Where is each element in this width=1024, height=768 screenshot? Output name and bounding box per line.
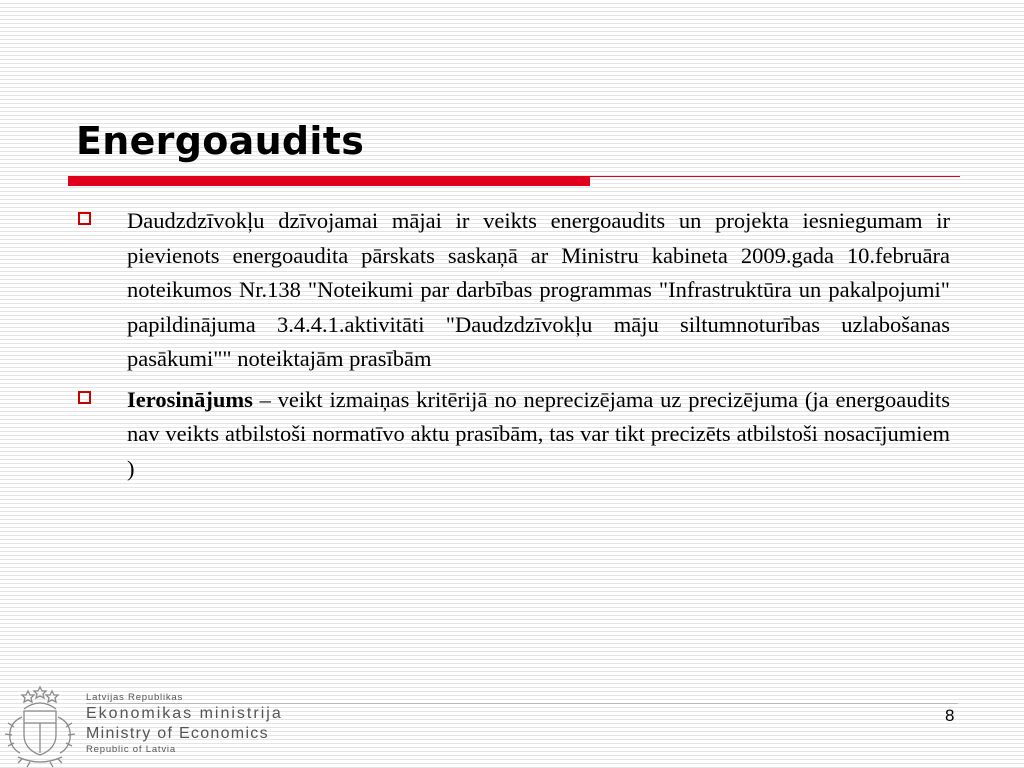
ministry-branding <box>86 692 283 756</box>
ministry-line-3: Ministry of Economics <box>86 725 269 742</box>
bullet-bold-lead: Ierosinājums <box>127 386 253 412</box>
square-bullet-icon <box>78 212 91 225</box>
bullet-text: Daudzdzīvokļu dzīvojamai mājai ir veikts energoaudits un projekta iesniegumam ir pievienots energoaudita pārskats saskaņā ar Ministru kabineta 2009.gada 10.februāra noteikumos Nr.138 "Noteikumi par darbības programmas "Infrastruktūra un pakalpojumi" papildinājuma 3.4.4.1.aktivitāti "Daudzdzīvokļu māju siltumnoturības uzlabošanas pasākumi"" noteiktajām prasībām <box>127 208 950 371</box>
square-bullet-icon <box>78 391 91 404</box>
bullet-item <box>76 204 950 377</box>
bullet-text: – veikt izmaiņas kritērijā no neprecizējama uz precizējuma (ja energoaudits nav veikts atbilstoši normatīvo aktu prasībām, tas var tikt precizēts atbilstoši nosacījumiem ) <box>127 386 950 481</box>
bullet-list <box>76 204 950 492</box>
bullet-item <box>76 383 950 487</box>
slide-title: Energoaudits <box>76 119 365 163</box>
title-underline-thin <box>590 176 960 177</box>
title-underline-thick <box>68 176 590 186</box>
page-number: 8 <box>945 706 955 725</box>
footer-divider <box>86 703 958 704</box>
ministry-line-2: Ekonomikas ministrija <box>86 705 283 722</box>
ministry-line-4: Republic of Latvia <box>86 744 176 755</box>
ministry-line-1: Latvijas Republikas <box>86 692 184 703</box>
coat-of-arms-logo <box>0 683 80 768</box>
